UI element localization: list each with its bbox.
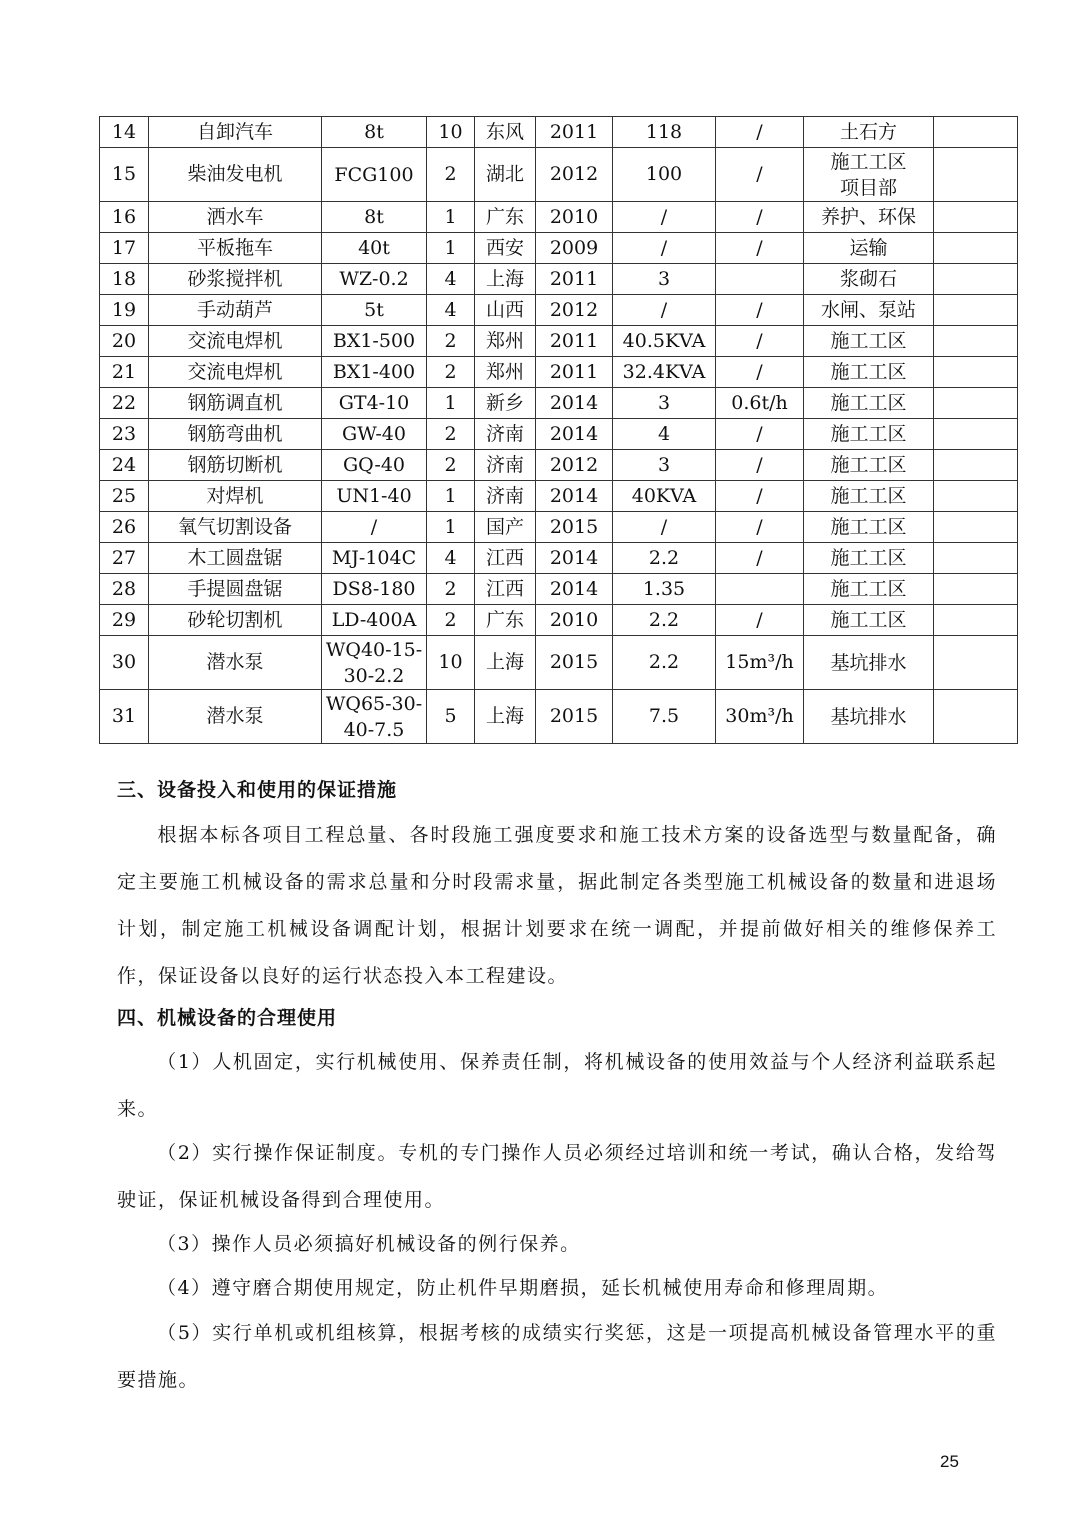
cell-qty: 2 xyxy=(427,574,475,605)
cell-note xyxy=(934,233,1018,264)
cell-name: 平板拖车 xyxy=(149,233,322,264)
cell-note xyxy=(934,388,1018,419)
cell-power: 118 xyxy=(613,117,716,148)
cell-note xyxy=(934,574,1018,605)
cell-qty: 2 xyxy=(427,419,475,450)
cell-power: 4 xyxy=(613,419,716,450)
cell-power: / xyxy=(613,202,716,233)
cell-name: 洒水车 xyxy=(149,202,322,233)
cell-model: WQ40-15-30-2.2 xyxy=(322,636,427,690)
cell-capacity: / xyxy=(716,202,804,233)
cell-power: 1.35 xyxy=(613,574,716,605)
cell-qty: 4 xyxy=(427,543,475,574)
cell-model: 8t xyxy=(322,202,427,233)
cell-capacity: 0.6t/h xyxy=(716,388,804,419)
cell-note xyxy=(934,636,1018,690)
cell-origin: 广东 xyxy=(475,202,536,233)
cell-no: 18 xyxy=(100,264,149,295)
cell-capacity: / xyxy=(716,419,804,450)
cell-no: 29 xyxy=(100,605,149,636)
cell-origin: 西安 xyxy=(475,233,536,264)
cell-use: 施工工区 xyxy=(804,326,934,357)
cell-capacity xyxy=(716,574,804,605)
cell-name: 木工圆盘锯 xyxy=(149,543,322,574)
cell-origin: 济南 xyxy=(475,419,536,450)
cell-model: DS8-180 xyxy=(322,574,427,605)
cell-model: GW-40 xyxy=(322,419,427,450)
cell-year: 2010 xyxy=(536,605,613,636)
page-number: 25 xyxy=(940,1452,959,1471)
table-row xyxy=(100,233,1018,264)
cell-name: 钢筋调直机 xyxy=(149,388,322,419)
cell-capacity: 30m³/h xyxy=(716,690,804,744)
cell-capacity: / xyxy=(716,450,804,481)
cell-capacity: / xyxy=(716,357,804,388)
section-4-item-5: （5）实行单机或机组核算，根据考核的成绩实行奖惩，这是一项提高机械设备管理水平的重要措施。 xyxy=(117,1322,997,1391)
equipment-table-body xyxy=(100,117,1018,744)
cell-use: 养护、环保 xyxy=(804,202,934,233)
cell-qty: 1 xyxy=(427,481,475,512)
table-row xyxy=(100,357,1018,388)
cell-no: 23 xyxy=(100,419,149,450)
cell-no: 30 xyxy=(100,636,149,690)
cell-year: 2014 xyxy=(536,419,613,450)
cell-qty: 2 xyxy=(427,357,475,388)
table-row xyxy=(100,419,1018,450)
cell-no: 28 xyxy=(100,574,149,605)
cell-use: 施工工区 xyxy=(804,481,934,512)
table-row xyxy=(100,512,1018,543)
table-row xyxy=(100,202,1018,233)
cell-no: 31 xyxy=(100,690,149,744)
cell-no: 20 xyxy=(100,326,149,357)
cell-qty: 2 xyxy=(427,326,475,357)
cell-model: WQ65-30-40-7.5 xyxy=(322,690,427,744)
cell-origin: 湖北 xyxy=(475,148,536,202)
cell-power: / xyxy=(613,233,716,264)
cell-origin: 济南 xyxy=(475,450,536,481)
cell-year: 2010 xyxy=(536,202,613,233)
cell-name: 交流电焊机 xyxy=(149,326,322,357)
cell-qty: 5 xyxy=(427,690,475,744)
cell-note xyxy=(934,202,1018,233)
cell-model: WZ-0.2 xyxy=(322,264,427,295)
section-4-item-1: （1）人机固定，实行机械使用、保养责任制，将机械设备的使用效益与个人经济利益联系起来。 xyxy=(117,1051,997,1120)
table-row xyxy=(100,117,1018,148)
cell-power: 3 xyxy=(613,264,716,295)
cell-year: 2009 xyxy=(536,233,613,264)
cell-year: 2012 xyxy=(536,148,613,202)
cell-note xyxy=(934,481,1018,512)
cell-qty: 1 xyxy=(427,512,475,543)
cell-power: 3 xyxy=(613,388,716,419)
cell-model: 8t xyxy=(322,117,427,148)
section-4-heading: 四、机械设备的合理使用 xyxy=(117,1007,338,1029)
cell-capacity: / xyxy=(716,543,804,574)
cell-use: 施工工区 xyxy=(804,543,934,574)
cell-qty: 4 xyxy=(427,295,475,326)
cell-use: 施工工区 xyxy=(804,450,934,481)
cell-no: 25 xyxy=(100,481,149,512)
section-4-item-4: （4）遵守磨合期使用规定，防止机件早期磨损，延长机械使用寿命和修理周期。 xyxy=(157,1277,889,1299)
cell-power: / xyxy=(613,295,716,326)
cell-model: MJ-104C xyxy=(322,543,427,574)
cell-capacity: / xyxy=(716,295,804,326)
cell-note xyxy=(934,295,1018,326)
cell-use: 基坑排水 xyxy=(804,636,934,690)
cell-power: 40.5KVA xyxy=(613,326,716,357)
table-row xyxy=(100,264,1018,295)
cell-no: 17 xyxy=(100,233,149,264)
cell-capacity: / xyxy=(716,605,804,636)
cell-origin: 国产 xyxy=(475,512,536,543)
section-3-body xyxy=(117,812,997,1000)
cell-year: 2011 xyxy=(536,117,613,148)
cell-note xyxy=(934,148,1018,202)
cell-capacity: 15m³/h xyxy=(716,636,804,690)
cell-model: BX1-400 xyxy=(322,357,427,388)
cell-name: 钢筋弯曲机 xyxy=(149,419,322,450)
cell-power: 2.2 xyxy=(613,636,716,690)
cell-model: GQ-40 xyxy=(322,450,427,481)
cell-use: 施工工区 xyxy=(804,605,934,636)
cell-capacity: / xyxy=(716,117,804,148)
cell-model: FCG100 xyxy=(322,148,427,202)
cell-power: 2.2 xyxy=(613,543,716,574)
cell-power: 32.4KVA xyxy=(613,357,716,388)
cell-note xyxy=(934,605,1018,636)
table-row xyxy=(100,690,1018,744)
cell-no: 24 xyxy=(100,450,149,481)
cell-note xyxy=(934,543,1018,574)
cell-no: 27 xyxy=(100,543,149,574)
cell-year: 2014 xyxy=(536,543,613,574)
cell-year: 2014 xyxy=(536,481,613,512)
table-row xyxy=(100,481,1018,512)
cell-capacity: / xyxy=(716,233,804,264)
cell-note xyxy=(934,512,1018,543)
cell-name: 自卸汽车 xyxy=(149,117,322,148)
cell-capacity xyxy=(716,264,804,295)
cell-origin: 上海 xyxy=(475,690,536,744)
cell-qty: 2 xyxy=(427,450,475,481)
cell-no: 14 xyxy=(100,117,149,148)
cell-use: 施工工区 xyxy=(804,388,934,419)
cell-capacity: / xyxy=(716,326,804,357)
cell-year: 2011 xyxy=(536,264,613,295)
cell-qty: 1 xyxy=(427,233,475,264)
table-row xyxy=(100,543,1018,574)
cell-origin: 东风 xyxy=(475,117,536,148)
cell-qty: 1 xyxy=(427,202,475,233)
cell-year: 2015 xyxy=(536,690,613,744)
cell-use: 施工工区 项目部 xyxy=(804,148,934,202)
cell-origin: 广东 xyxy=(475,605,536,636)
section-4-item-3: （3）操作人员必须搞好机械设备的例行保养。 xyxy=(157,1233,581,1255)
cell-no: 19 xyxy=(100,295,149,326)
cell-capacity: / xyxy=(716,481,804,512)
cell-use: 施工工区 xyxy=(804,574,934,605)
cell-use: 浆砌石 xyxy=(804,264,934,295)
table-row xyxy=(100,574,1018,605)
table-row xyxy=(100,636,1018,690)
cell-name: 交流电焊机 xyxy=(149,357,322,388)
cell-name: 钢筋切断机 xyxy=(149,450,322,481)
cell-origin: 郑州 xyxy=(475,357,536,388)
cell-name: 砂轮切割机 xyxy=(149,605,322,636)
cell-origin: 江西 xyxy=(475,543,536,574)
cell-year: 2012 xyxy=(536,295,613,326)
section-3-text: 根据本标各项目工程总量、各时段施工强度要求和施工技术方案的设备选型与数量配备，确定主要施工机械设备的需求总量和分时段需求量，据此制定各类型施工机械设备的数量和进退场计划，制定施工机械设备调配计划，根据计划要求在统一调配，并提前做好相关的维修保养工作，保证设备以良好的运行状态投入本工程建设。 xyxy=(117,824,997,987)
cell-use: 施工工区 xyxy=(804,512,934,543)
cell-name: 手动葫芦 xyxy=(149,295,322,326)
cell-year: 2015 xyxy=(536,636,613,690)
cell-name: 砂浆搅拌机 xyxy=(149,264,322,295)
table-row xyxy=(100,388,1018,419)
cell-capacity: / xyxy=(716,512,804,543)
cell-name: 手提圆盘锯 xyxy=(149,574,322,605)
cell-model: 40t xyxy=(322,233,427,264)
cell-note xyxy=(934,419,1018,450)
cell-note xyxy=(934,264,1018,295)
cell-year: 2015 xyxy=(536,512,613,543)
cell-power: 40KVA xyxy=(613,481,716,512)
cell-use: 施工工区 xyxy=(804,419,934,450)
cell-no: 16 xyxy=(100,202,149,233)
cell-use: 土石方 xyxy=(804,117,934,148)
table-row xyxy=(100,450,1018,481)
equipment-table xyxy=(99,116,1018,744)
cell-use: 基坑排水 xyxy=(804,690,934,744)
cell-qty: 4 xyxy=(427,264,475,295)
table-row xyxy=(100,148,1018,202)
table-row xyxy=(100,295,1018,326)
cell-power: 2.2 xyxy=(613,605,716,636)
cell-use: 施工工区 xyxy=(804,357,934,388)
cell-note xyxy=(934,117,1018,148)
cell-origin: 山西 xyxy=(475,295,536,326)
cell-no: 15 xyxy=(100,148,149,202)
cell-name: 对焊机 xyxy=(149,481,322,512)
cell-use: 水闸、泵站 xyxy=(804,295,934,326)
cell-name: 柴油发电机 xyxy=(149,148,322,202)
cell-origin: 上海 xyxy=(475,264,536,295)
cell-model: BX1-500 xyxy=(322,326,427,357)
cell-no: 22 xyxy=(100,388,149,419)
section-4-item-2: （2）实行操作保证制度。专机的专门操作人员必须经过培训和统一考试，确认合格，发给驾驶证，保证机械设备得到合理使用。 xyxy=(117,1142,997,1211)
cell-use: 运输 xyxy=(804,233,934,264)
cell-no: 21 xyxy=(100,357,149,388)
cell-note xyxy=(934,450,1018,481)
cell-year: 2012 xyxy=(536,450,613,481)
cell-capacity: / xyxy=(716,148,804,202)
cell-model: UN1-40 xyxy=(322,481,427,512)
cell-origin: 江西 xyxy=(475,574,536,605)
cell-origin: 新乡 xyxy=(475,388,536,419)
cell-model: / xyxy=(322,512,427,543)
cell-note xyxy=(934,326,1018,357)
cell-power: / xyxy=(613,512,716,543)
cell-power: 100 xyxy=(613,148,716,202)
cell-name: 潜水泵 xyxy=(149,690,322,744)
cell-qty: 10 xyxy=(427,636,475,690)
table-row xyxy=(100,605,1018,636)
cell-origin: 郑州 xyxy=(475,326,536,357)
cell-qty: 2 xyxy=(427,605,475,636)
cell-qty: 10 xyxy=(427,117,475,148)
cell-model: 5t xyxy=(322,295,427,326)
cell-qty: 2 xyxy=(427,148,475,202)
cell-origin: 济南 xyxy=(475,481,536,512)
cell-year: 2014 xyxy=(536,574,613,605)
cell-power: 3 xyxy=(613,450,716,481)
cell-name: 潜水泵 xyxy=(149,636,322,690)
cell-year: 2011 xyxy=(536,357,613,388)
cell-name: 氧气切割设备 xyxy=(149,512,322,543)
cell-year: 2011 xyxy=(536,326,613,357)
cell-note xyxy=(934,357,1018,388)
cell-origin: 上海 xyxy=(475,636,536,690)
cell-note xyxy=(934,690,1018,744)
cell-qty: 1 xyxy=(427,388,475,419)
cell-model: LD-400A xyxy=(322,605,427,636)
cell-no: 26 xyxy=(100,512,149,543)
section-3-heading: 三、设备投入和使用的保证措施 xyxy=(117,779,398,801)
table-row xyxy=(100,326,1018,357)
cell-power: 7.5 xyxy=(613,690,716,744)
cell-year: 2014 xyxy=(536,388,613,419)
cell-model: GT4-10 xyxy=(322,388,427,419)
